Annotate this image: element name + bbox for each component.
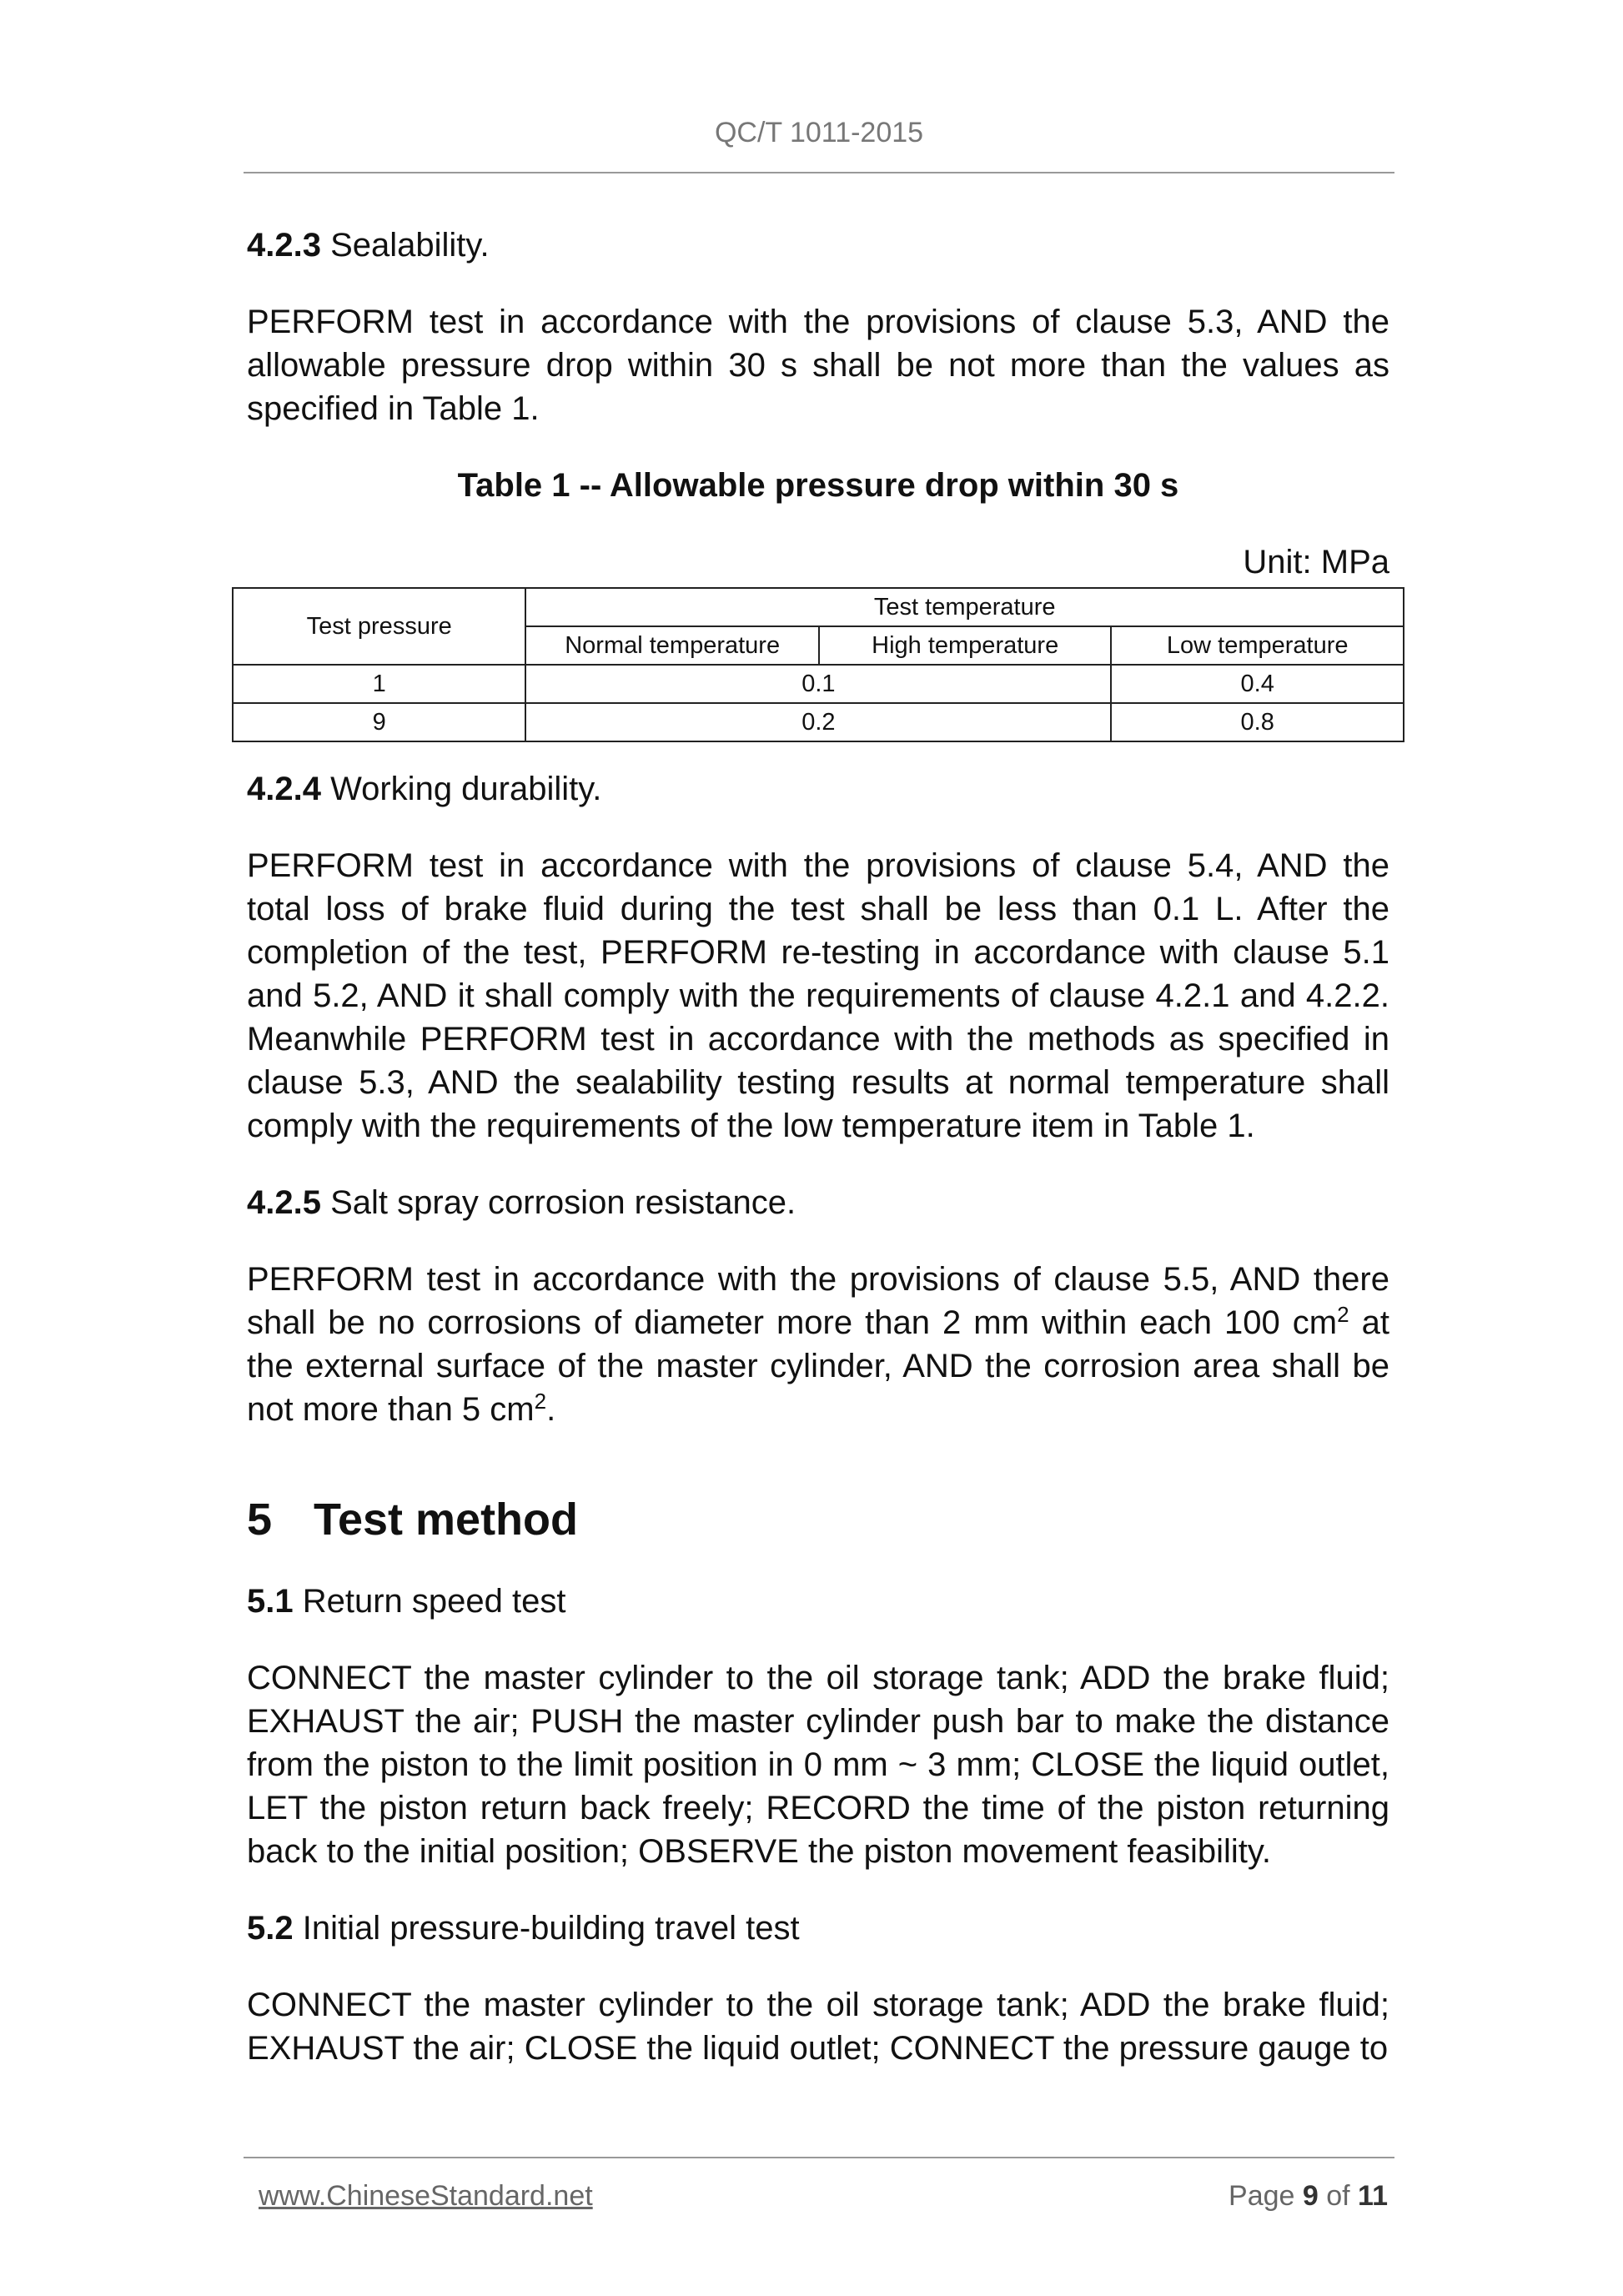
header-test-temperature: Test temperature <box>525 588 1404 626</box>
page-header: QC/T 1011-2015 <box>714 117 924 148</box>
section-number: 5 <box>247 1495 273 1545</box>
table-title: Table 1 -- Allowable pressure drop within 30 s <box>457 467 1179 504</box>
pressure-drop-table <box>232 587 1404 742</box>
paragraph-5-2: CONNECT the master cylinder to the oil storage tank; ADD the brake fluid; EXHAUST the air; CLOSE the liquid outlet; CONNECT the pressure gauge to <box>247 1987 1389 2067</box>
cell-low: 0.4 <box>1111 665 1404 703</box>
current-page: 9 <box>1302 2180 1319 2212</box>
header-test-pressure: Test pressure <box>233 588 525 665</box>
superscript: 2 <box>1337 1302 1349 1327</box>
header-normal-temperature: Normal temperature <box>525 626 819 665</box>
paragraph-4-2-3: PERFORM test in accordance with the provisions of clause 5.3, AND the allowable pressure drop within 30 s shall be not more than the values as specified in Table 1. <box>247 304 1389 427</box>
clause-title: Sealability. <box>320 227 490 264</box>
cell-normal-high: 0.1 <box>525 665 1111 703</box>
table-row <box>233 703 1404 741</box>
cell-pressure: 9 <box>233 703 525 741</box>
heading-4-2-4 <box>247 767 1389 811</box>
heading-4-2-5 <box>247 1181 1389 1224</box>
heading-5-2 <box>247 1907 1389 1950</box>
table-unit: Unit: MPa <box>1243 544 1389 580</box>
footer-site-link[interactable]: www.ChineseStandard.net <box>259 2180 593 2212</box>
page-of: of <box>1318 2180 1359 2212</box>
clause-number: 4.2.4 <box>247 771 321 807</box>
paragraph-5-1: CONNECT the master cylinder to the oil storage tank; ADD the brake fluid; EXHAUST the air; PUSH the master cylinder push bar to make the distance from the piston to the limit position in 0 mm ~ 3 mm; CLOSE the liquid outlet, LET the piston return back freely; RECORD the time of the piston returning back to the initial position; OBSERVE the piston movement feasibility. <box>247 1660 1389 1870</box>
header-divider <box>244 172 1394 173</box>
section-title: Test method <box>314 1495 579 1545</box>
page-prefix: Page <box>1229 2180 1303 2212</box>
heading-4-2-3 <box>247 224 1389 267</box>
clause-title: Initial pressure-building travel test <box>293 1910 800 1947</box>
clause-title: Working durability. <box>320 771 602 807</box>
cell-pressure: 1 <box>233 665 525 703</box>
paragraph-4-2-5 <box>247 1258 1389 1431</box>
total-pages: 11 <box>1358 2180 1388 2212</box>
clause-number: 4.2.5 <box>247 1184 321 1221</box>
header-low-temperature: Low temperature <box>1111 626 1404 665</box>
heading-5-1 <box>247 1580 1389 1623</box>
document-body <box>247 224 1389 2070</box>
clause-number: 5.2 <box>247 1910 294 1947</box>
page-number <box>1229 2180 1388 2213</box>
table-row <box>233 665 1404 703</box>
text-run: at the external surface of the master cylinder, AND the corrosion area shall be not more than 5 cm <box>247 1304 1389 1428</box>
table-container <box>232 587 1404 742</box>
text-run: PERFORM test in accordance with the provisions of clause 5.5, AND there shall be no corrosions of diameter more than 2 mm within each 100 cm <box>247 1261 1389 1341</box>
clause-number: 5.1 <box>247 1583 294 1620</box>
clause-number: 4.2.3 <box>247 227 321 264</box>
header-high-temperature: High temperature <box>819 626 1112 665</box>
clause-title: Return speed test <box>293 1583 566 1620</box>
superscript: 2 <box>534 1389 547 1414</box>
clause-title: Salt spray corrosion resistance. <box>320 1184 796 1221</box>
footer-divider <box>244 2157 1394 2158</box>
section-heading-5 <box>247 1493 1389 1546</box>
text-run: . <box>546 1391 556 1428</box>
table-header-row <box>233 588 1404 626</box>
paragraph-4-2-4: PERFORM test in accordance with the provisions of clause 5.4, AND the total loss of brake fluid during the test shall be less than 0.1 L. After the completion of the test, PERFORM re-testing in accordance with clause 5.1 and 5.2, AND it shall comply with the requirements of clause 4.2.1 and 4.2.2. Meanwhile PERFORM test in accordance with the methods as specified in clause 5.3, AND the sealability testing results at normal temperature shall comply with the requirements of the low temperature item in Table 1. <box>247 847 1389 1144</box>
cell-low: 0.8 <box>1111 703 1404 741</box>
cell-normal-high: 0.2 <box>525 703 1111 741</box>
